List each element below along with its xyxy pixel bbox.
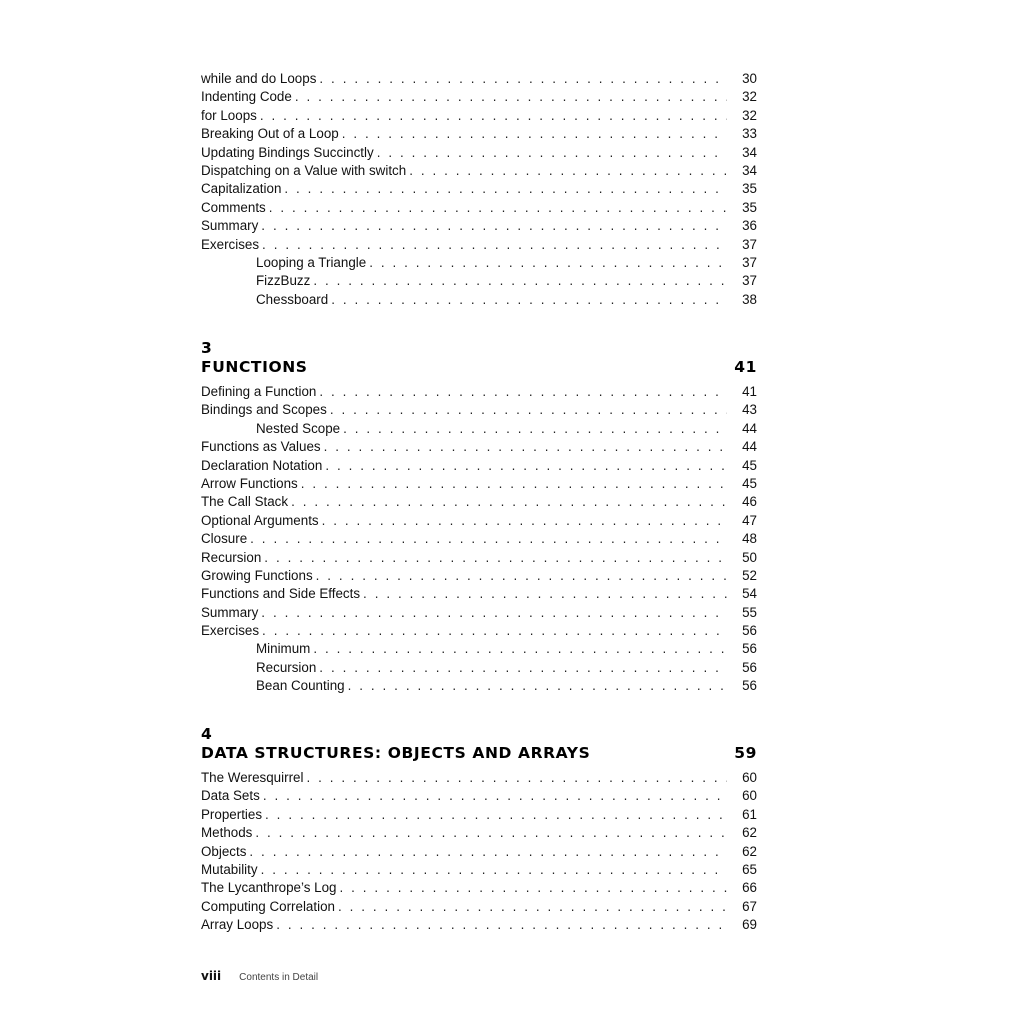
chapter-heading-functions <box>201 339 757 377</box>
toc-entry[interactable] <box>201 567 757 585</box>
toc-entry-page: 34 <box>742 144 757 160</box>
toc-entry-page: 35 <box>742 181 757 197</box>
dot-leader <box>269 199 727 217</box>
toc-entry-page: 45 <box>742 475 757 491</box>
chapter-title: FUNCTIONS <box>201 358 308 376</box>
toc-entry[interactable] <box>201 585 757 603</box>
toc-entry-title: Nested Scope <box>256 420 341 436</box>
dot-leader <box>322 512 727 530</box>
toc-entry-title: Mutability <box>201 861 258 877</box>
toc-entry-page: 56 <box>742 678 757 694</box>
toc-entry-page: 52 <box>742 567 757 583</box>
toc-entry-title: FizzBuzz <box>256 273 311 289</box>
toc-entry[interactable] <box>201 806 757 824</box>
toc-entry-title: Summary <box>201 604 259 620</box>
toc-entry[interactable] <box>201 898 757 916</box>
toc-entry-title: The Lycanthrope’s Log <box>201 880 337 896</box>
toc-entry[interactable] <box>201 383 757 401</box>
toc-section-data-structures <box>201 769 757 935</box>
toc-entry[interactable] <box>201 677 757 695</box>
dot-leader <box>330 401 727 419</box>
dot-leader <box>301 475 727 493</box>
toc-entry-title: Looping a Triangle <box>256 254 367 270</box>
chapter-title-row <box>201 357 757 377</box>
dot-leader <box>377 144 727 162</box>
toc-section-functions <box>201 383 757 696</box>
toc-entry-page: 32 <box>742 107 757 123</box>
dot-leader <box>264 549 727 567</box>
dot-leader <box>319 659 727 677</box>
toc-entry[interactable] <box>201 457 757 475</box>
toc-entry-page: 61 <box>742 806 757 822</box>
toc-entry-page: 37 <box>742 236 757 252</box>
dot-leader <box>260 107 727 125</box>
toc-entry-title: Array Loops <box>201 917 274 933</box>
toc-entry[interactable] <box>201 272 757 290</box>
toc-entry[interactable] <box>201 493 757 511</box>
page-folio: viii <box>201 969 222 983</box>
chapter-heading-data-structures <box>201 725 757 763</box>
toc-entry-page: 48 <box>742 531 757 547</box>
dot-leader <box>295 88 727 106</box>
toc-entry[interactable] <box>201 659 757 677</box>
toc-entry-page: 56 <box>742 623 757 639</box>
chapter-page: 41 <box>734 358 757 376</box>
toc-entry-title: Chessboard <box>256 291 329 307</box>
toc-entry[interactable] <box>201 622 757 640</box>
toc-entry-title: while and do Loops <box>201 71 317 86</box>
toc-entry[interactable] <box>201 236 757 254</box>
toc-entry[interactable] <box>201 254 757 272</box>
toc-entry[interactable] <box>201 291 757 309</box>
toc-entry-page: 62 <box>742 843 757 859</box>
toc-entry[interactable] <box>201 640 757 658</box>
toc-entry-title: Properties <box>201 806 263 822</box>
toc-entry[interactable] <box>201 162 757 180</box>
dot-leader <box>261 861 727 879</box>
dot-leader <box>265 806 727 824</box>
chapter-number: 3 <box>201 339 212 357</box>
toc-entry-page: 66 <box>742 880 757 896</box>
toc-entry[interactable] <box>201 879 757 897</box>
toc-entry-title: Declaration Notation <box>201 457 323 473</box>
toc-entry-title: Updating Bindings Succinctly <box>201 144 374 160</box>
toc-entry-title: Bindings and Scopes <box>201 402 327 418</box>
toc-entry-title: Exercises <box>201 623 260 639</box>
toc-entry[interactable] <box>201 787 757 805</box>
dot-leader <box>409 162 727 180</box>
dot-leader <box>340 879 728 897</box>
toc-entry-title: Minimum <box>256 641 311 657</box>
toc-entry[interactable] <box>201 217 757 235</box>
toc-entry[interactable] <box>201 769 757 787</box>
toc-entry[interactable] <box>201 88 757 106</box>
toc-entry[interactable] <box>201 144 757 162</box>
toc-entry[interactable] <box>201 125 757 143</box>
dot-leader <box>313 640 727 658</box>
toc-entry-title: Recursion <box>256 659 317 675</box>
toc-entry[interactable] <box>201 861 757 879</box>
toc-entry-title: The Weresquirrel <box>201 770 304 785</box>
toc-entry-page: 60 <box>742 788 757 804</box>
toc-entry[interactable] <box>201 549 757 567</box>
toc-entry-page: 33 <box>742 126 757 142</box>
toc-entry[interactable] <box>201 70 757 88</box>
toc-entry[interactable] <box>201 824 757 842</box>
toc-entry-page: 62 <box>742 825 757 841</box>
dot-leader <box>324 438 727 456</box>
toc-entry-page: 46 <box>742 494 757 510</box>
toc-entry-page: 44 <box>742 439 757 455</box>
toc-entry-page: 69 <box>742 917 757 933</box>
toc-entry-title: Dispatching on a Value with switch <box>201 162 407 178</box>
dot-leader <box>325 457 727 475</box>
dot-leader <box>348 677 727 695</box>
toc-entry-page: 56 <box>742 659 757 675</box>
toc-entry[interactable] <box>201 438 757 456</box>
dot-leader <box>319 70 727 88</box>
toc-entry-title: Computing Correlation <box>201 898 335 914</box>
chapter-title-row <box>201 743 757 763</box>
dot-leader <box>306 769 727 787</box>
toc-entry[interactable] <box>201 843 757 861</box>
chapter-number: 4 <box>201 725 212 743</box>
toc-entry-page: 41 <box>742 384 757 399</box>
toc-entry-title: Bean Counting <box>256 678 345 694</box>
dot-leader <box>338 898 727 916</box>
toc-entry-title: Functions as Values <box>201 439 321 455</box>
toc-entry-page: 37 <box>742 273 757 289</box>
dot-leader <box>343 420 727 438</box>
toc-entry-title: Indenting Code <box>201 89 292 105</box>
toc-entry-title: Optional Arguments <box>201 512 319 528</box>
toc-entry[interactable] <box>201 180 757 198</box>
toc-entry-page: 43 <box>742 402 757 418</box>
toc-entry-page: 54 <box>742 586 757 602</box>
toc-entry-title: Exercises <box>201 236 260 252</box>
toc-entry-title: Summary <box>201 218 259 234</box>
toc-entry[interactable] <box>201 916 757 934</box>
toc-entry-title: Defining a Function <box>201 384 317 399</box>
toc-entry-title: for Loops <box>201 107 257 123</box>
toc-entry-page: 32 <box>742 89 757 105</box>
toc-entry-page: 45 <box>742 457 757 473</box>
toc-entry[interactable] <box>201 199 757 217</box>
page-footer <box>201 969 318 983</box>
toc-entry-page: 34 <box>742 162 757 178</box>
toc-entry[interactable] <box>201 530 757 548</box>
toc-entry-page: 47 <box>742 512 757 528</box>
toc-entry[interactable] <box>201 401 757 419</box>
running-head: Contents in Detail <box>239 972 319 983</box>
toc-entry-title: Methods <box>201 825 253 841</box>
toc-entry-title: Data Sets <box>201 788 260 804</box>
dot-leader <box>313 272 727 290</box>
dot-leader <box>262 622 727 640</box>
dot-leader <box>291 493 727 511</box>
toc-entry-page: 37 <box>742 254 757 270</box>
toc-entry-title: Breaking Out of a Loop <box>201 126 339 142</box>
dot-leader <box>369 254 727 272</box>
toc-entry[interactable] <box>201 420 757 438</box>
dot-leader <box>249 843 727 861</box>
toc-entry[interactable] <box>201 107 757 125</box>
toc-entry-page: 60 <box>742 770 757 785</box>
toc-entry-page: 35 <box>742 199 757 215</box>
toc-entry-page: 65 <box>742 861 757 877</box>
toc-entry-page: 36 <box>742 218 757 234</box>
dot-leader <box>255 824 727 842</box>
toc-entry-page: 55 <box>742 604 757 620</box>
toc-entry-page: 30 <box>742 71 757 86</box>
dot-leader <box>250 530 727 548</box>
toc-entry-page: 67 <box>742 898 757 914</box>
toc-entry-page: 50 <box>742 549 757 565</box>
dot-leader <box>276 916 727 934</box>
toc-entry-title: Arrow Functions <box>201 475 298 491</box>
toc-section-loops <box>201 70 757 309</box>
toc-entry-title: Comments <box>201 199 266 215</box>
toc-entry-title: Objects <box>201 843 247 859</box>
dot-leader <box>284 180 727 198</box>
toc-entry-title: Recursion <box>201 549 262 565</box>
toc-entry-page: 56 <box>742 641 757 657</box>
toc-entry-title: Functions and Side Effects <box>201 586 361 602</box>
toc-entry-page: 38 <box>742 291 757 307</box>
toc-entry[interactable] <box>201 604 757 622</box>
chapter-title: DATA STRUCTURES: OBJECTS AND ARRAYS <box>201 744 591 762</box>
toc-entry[interactable] <box>201 512 757 530</box>
dot-leader <box>331 291 727 309</box>
dot-leader <box>261 604 727 622</box>
dot-leader <box>363 585 727 603</box>
toc-entry-title: Growing Functions <box>201 567 313 583</box>
dot-leader <box>261 217 727 235</box>
toc-entry[interactable] <box>201 475 757 493</box>
toc-entry-title: Closure <box>201 531 248 547</box>
chapter-page: 59 <box>734 744 757 762</box>
toc-entry-page: 44 <box>742 420 757 436</box>
dot-leader <box>316 567 727 585</box>
toc-entry-title: The Call Stack <box>201 494 289 510</box>
dot-leader <box>262 236 727 254</box>
dot-leader <box>263 787 727 805</box>
dot-leader <box>342 125 727 143</box>
dot-leader <box>319 383 727 401</box>
toc-entry-title: Capitalization <box>201 181 282 197</box>
